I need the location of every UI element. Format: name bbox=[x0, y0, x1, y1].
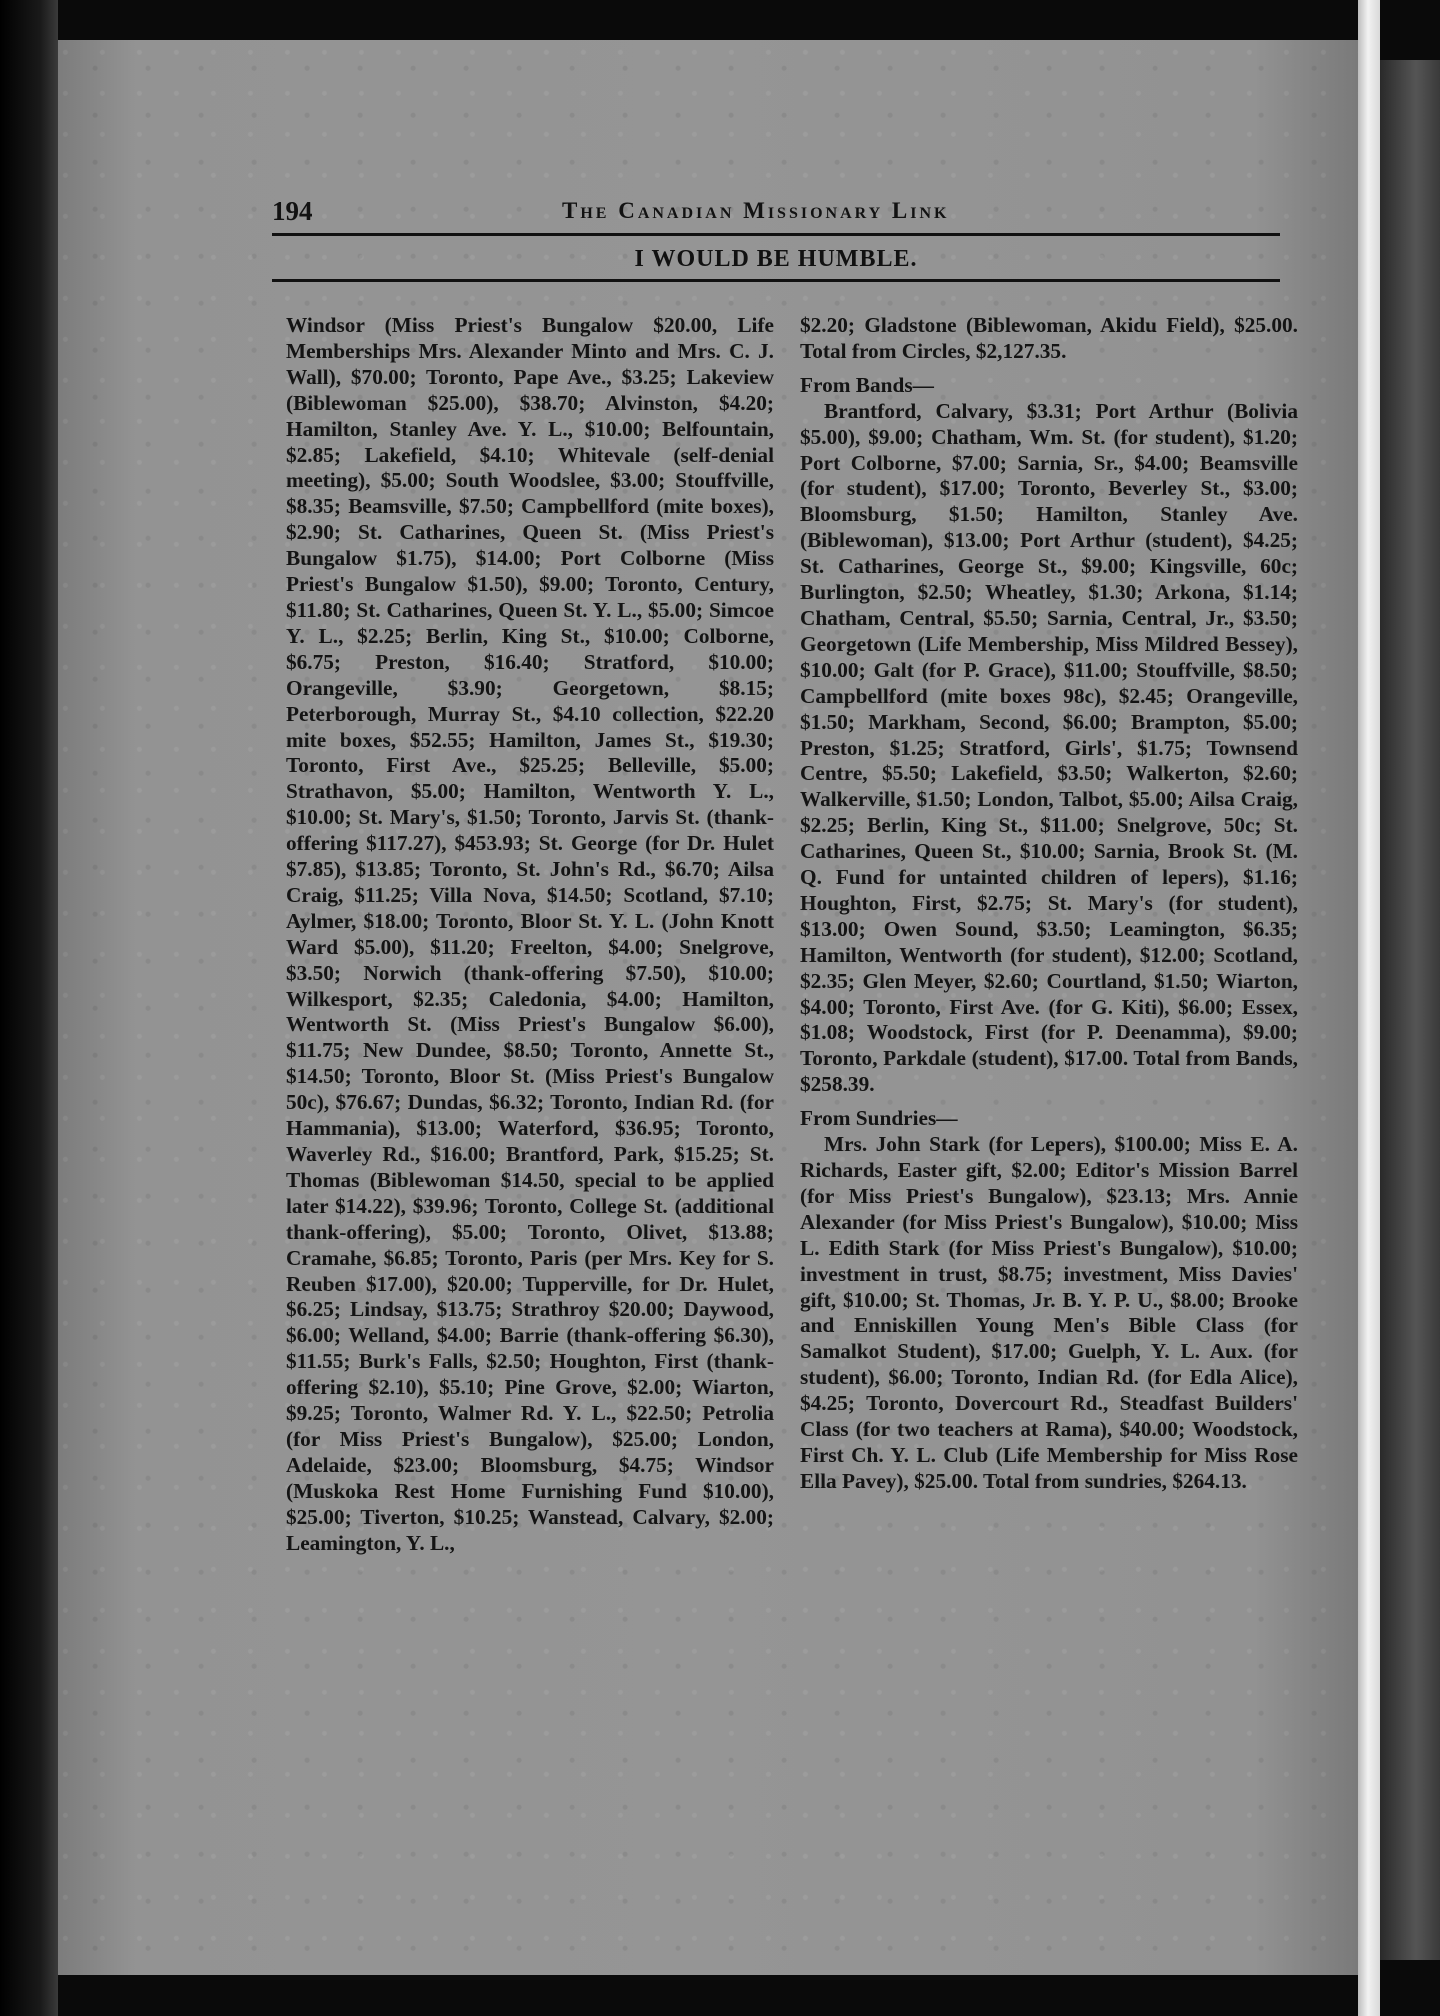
right-column bbox=[800, 313, 1298, 1495]
sundries-contributions-text: Mrs. John Stark (for Lepers), $100.00; Miss E. A. Richards, Easter gift, $2.00; Editor's Mission Barrel (for Miss Priest's Bungalow), $23.13; Mrs. Annie Alexander (for Miss Priest's Bungalow), $10.00; Miss L. Edith Stark (for Miss Priest's Bungalow), $10.00; investment in trust, $8.75; investment, Miss Davies' gift, $10.00; St. Thomas, Jr. B. Y. P. U., $8.00; Brooke and Enniskillen Young Men's Bible Class (for Samalkot Student), $17.00; Guelph, Y. L. Aux. (for student), $6.00; Toronto, Indian Rd. (for Edla Alice), $4.25; Toronto, Dovercourt Rd., Steadfast Builders' Class (for two teachers at Rama), $40.00; Woodstock, First Ch. Y. L. Club (Life Membership for Miss Rose Ella Pavey), $25.00. Total from sundries, $264.13. bbox=[800, 1132, 1298, 1493]
page-number: 194 bbox=[272, 196, 313, 226]
running-title: The Canadian Missionary Link bbox=[562, 198, 950, 223]
left-column bbox=[286, 313, 774, 1557]
adjacent-page-edge bbox=[1380, 60, 1440, 1960]
bands-contributions-text: Brantford, Calvary, $3.31; Port Arthur (Bolivia $5.00), $9.00; Chatham, Wm. St. (for student), $1.20; Port Colborne, $7.00; Sarnia, Sr., $4.00; Beamsville (for student), $17.00; Toronto, Beverley St., $3.00; Bloomsburg, $1.50; Hamilton, Stanley Ave. (Biblewoman), $13.00; Port Arthur (student), $4.25; St. Catharines, George St., $9.00; Kingsville, 60c; Burlington, $2.50; Wheatley, $1.30; Arkona, $1.14; Chatham, Central, $5.50; Sarnia, Central, Jr., $3.50; Georgetown (Life Membership, Miss Mildred Bessey), $10.00; Galt (for P. Grace), $11.00; Stouffville, $8.50; Campbellford (mite boxes 98c), $2.45; Orangeville, $1.50; Markham, Second, $6.00; Brampton, $5.00; Preston, $1.25; Stratford, Girls', $1.75; Townsend Centre, $5.50; Lakefield, $3.50; Walkerton, $2.60; Walkerville, $1.50; London, Talbot, $5.00; Ailsa Craig, $2.25; Berlin, King St., $11.00; Snelgrove, 50c; St. Catharines, Queen St., $10.00; Sarnia, Brook St. (M. Q. Fund for untainted children of lepers), $1.16; Houghton, First, $2.75; St. Mary's (for student), $13.00; Owen Sound, $3.50; Leamington, $6.35; Hamilton, Wentworth (for student), $12.00; Scotland, $2.35; Glen Meyer, $2.60; Courtland, $1.50; Wiarton, $4.00; Toronto, First Ave. (for G. Kiti), $6.00; Essex, $1.08; Woodstock, First (for P. Deenamma), $9.00; Toronto, Parkdale (student), $17.00. Total from Bands, $258.39. bbox=[800, 398, 1298, 1097]
header-rule bbox=[272, 233, 1280, 236]
title-rule bbox=[272, 279, 1280, 282]
running-header bbox=[272, 196, 1278, 230]
circles-contributions-text: Windsor (Miss Priest's Bungalow $20.00, Life Memberships Mrs. Alexander Minto and Mrs. C. J. Wall), $70.00; Toronto, Pape Ave., $3.25; Lakeview (Biblewoman $25.00), $38.70; Alvinston, $4.20; Hamilton, Stanley Ave. Y. L., $10.00; Belfountain, $2.85; Lakefield, $4.10; Whitevale (self-denial meeting), $5.00; South Woodslee, $3.00; Stouffville, $8.35; Beamsville, $7.50; Campbellford (mite boxes), $2.90; St. Catharines, Queen St. (Miss Priest's Bungalow $1.75), $14.00; Port Colborne (Miss Priest's Bungalow $1.50), $9.00; Toronto, Century, $11.80; St. Catharines, Queen St. Y. L., $5.00; Simcoe Y. L., $2.25; Berlin, King St., $10.00; Colborne, $6.75; Preston, $16.40; Stratford, $10.00; Orangeville, $3.90; Georgetown, $8.15; Peterborough, Murray St., $4.10 collection, $22.20 mite boxes, $52.55; Hamilton, James St., $19.30; Toronto, First Ave., $25.25; Belleville, $5.00; Strathavon, $5.00; Hamilton, Wentworth Y. L., $10.00; St. Mary's, $1.50; Toronto, Jarvis St. (thank-offering $117.27), $453.93; St. George (for Dr. Hulet $7.85), $13.85; Toronto, St. John's Rd., $6.70; Ailsa Craig, $11.25; Villa Nova, $14.50; Scotland, $7.10; Aylmer, $18.00; Toronto, Bloor St. Y. L. (John Knott Ward $5.00), $11.20; Freelton, $4.00; Snelgrove, $3.50; Norwich (thank-offering $7.50), $10.00; Wilkesport, $2.35; Caledonia, $4.00; Hamilton, Wentworth St. (Miss Priest's Bungalow $6.00), $11.75; New Dundee, $8.50; Toronto, Annette St., $14.50; Toronto, Bloor St. (Miss Priest's Bungalow 50c), $76.67; Dundas, $6.32; Toronto, Indian Rd. (for Hammania), $13.00; Waterford, $36.95; Toronto, Waverley Rd., $16.00; Brantford, Park, $15.25; St. Thomas (Biblewoman $14.50, special to be applied later $14.22), $39.96; Toronto, College St. (additional thank-offering), $5.00; Toronto, Olivet, $13.88; Cramahe, $6.85; Toronto, Paris (per Mrs. Key for S. Reuben $17.00), $20.00; Tupperville, for Dr. Hulet, $6.25; Lindsay, $13.75; Strathroy $20.00; Daywood, $6.00; Welland, $4.00; Barrie (thank-offering $6.30), $11.55; Burk's Falls, $2.50; Houghton, First (thank-offering $2.10), $5.10; Pine Grove, $2.00; Wiarton, $9.25; Toronto, Walmer Rd. Y. L., $22.50; Petrolia (for Miss Priest's Bungalow), $25.00; London, Adelaide, $23.00; Bloomsburg, $4.75; Windsor (Muskoka Rest Home Furnishing Fund $10.00), $25.00; Tiverton, $10.25; Wanstead, Calvary, $2.00; Leamington, Y. L., bbox=[286, 313, 774, 1555]
page-edge bbox=[1358, 0, 1380, 2016]
circles-total-text: $2.20; Gladstone (Biblewoman, Akidu Field), $25.00. Total from Circles, $2,127.35. bbox=[800, 313, 1298, 363]
sundries-heading: From Sundries— bbox=[800, 1106, 958, 1131]
article-title: I WOULD BE HUMBLE. bbox=[634, 246, 918, 272]
bands-heading: From Bands— bbox=[800, 372, 934, 397]
binding-shadow bbox=[0, 0, 58, 2016]
